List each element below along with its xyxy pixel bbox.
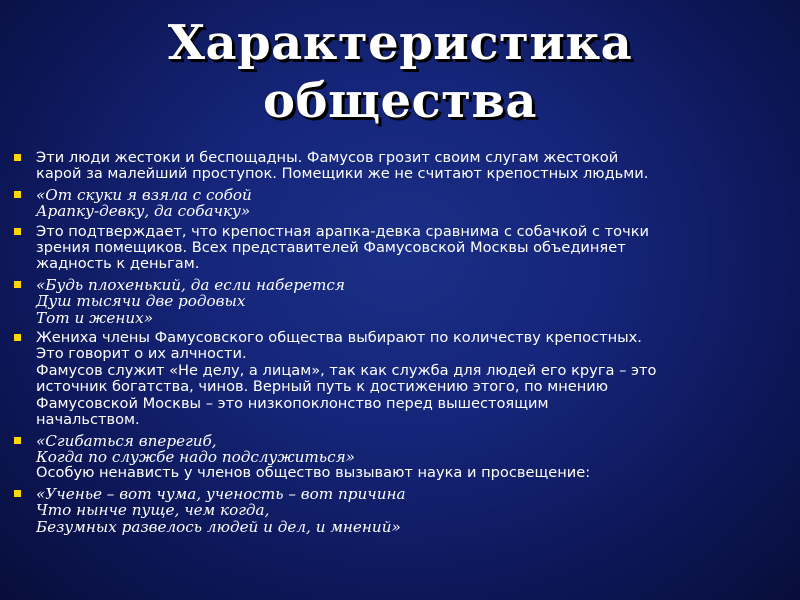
text-line: источник богатства, чинов. Верный путь к достижению этого, по мнению (36, 378, 609, 396)
text-line: Фамусов служит «Не делу, а лицам», так как служба для людей его круга – это (36, 361, 657, 379)
square-bullet-icon (14, 437, 21, 444)
square-bullet-icon (14, 228, 21, 235)
text-line: Особую ненависть у членов общество вызывают наука и просвещение: (36, 464, 591, 482)
square-bullet-icon (14, 334, 21, 341)
bullet-item (8, 150, 794, 183)
square-bullet-icon (14, 154, 21, 161)
quote-line: «От скуки я взяла с собой (36, 185, 252, 204)
quote-line: «Сгибаться вперегиб, (36, 431, 217, 450)
square-bullet-icon (14, 281, 21, 288)
text-line: карой за малейший проступок. Помещики же не считают крепостных людьми. (36, 165, 649, 183)
quote-line: Безумных развелось людей и дел, и мнений» (36, 517, 401, 536)
quote-line: «Ученье – вот чума, ученость – вот причина (36, 484, 406, 503)
bullet-item (8, 277, 794, 326)
text-line: зрения помещиков. Всех представителей Фамусовской Москвы объединяет (36, 239, 626, 257)
quote-line: Что нынче пуще, чем когда, (36, 501, 270, 520)
text-line: Эти люди жестоки и беспощадны. Фамусов грозит своим слугам жестокой (36, 149, 619, 166)
bullet-item (8, 187, 794, 220)
square-bullet-icon (14, 490, 21, 497)
slide-title-line-1: Характеристика (167, 15, 633, 71)
text-line: Это подтверждает, что крепостная арапка-девка сравнима с собачкой с точки (36, 222, 650, 240)
text-line: Это говорит о их алчности. (36, 345, 247, 363)
quote-line: Арапку-девку, да собачку» (36, 202, 251, 221)
bullet-item (8, 330, 794, 428)
quote-line: «Будь плохенький, да если наберется (36, 275, 345, 294)
quote-line: Душ тысячи две родовых (36, 292, 246, 311)
bullet-item (8, 486, 794, 535)
text-line: жадность к деньгам. (36, 255, 200, 273)
bullet-item (8, 224, 794, 273)
text-line: начальством. (36, 411, 140, 429)
text-line: Фамусовской Москвы – это низкопоклонство перед вышестоящим (36, 394, 549, 412)
text-line: Жениха члены Фамусовского общества выбирают по количеству крепостных. (36, 329, 642, 347)
square-bullet-icon (14, 191, 21, 198)
bullet-list (8, 150, 794, 539)
slide-title (0, 14, 800, 130)
bullet-item (8, 433, 794, 482)
quote-line: Тот и жених» (36, 308, 154, 327)
quote-line: Когда по службе надо подслужиться» (36, 447, 355, 466)
slide-title-line-2: общества (263, 73, 537, 129)
